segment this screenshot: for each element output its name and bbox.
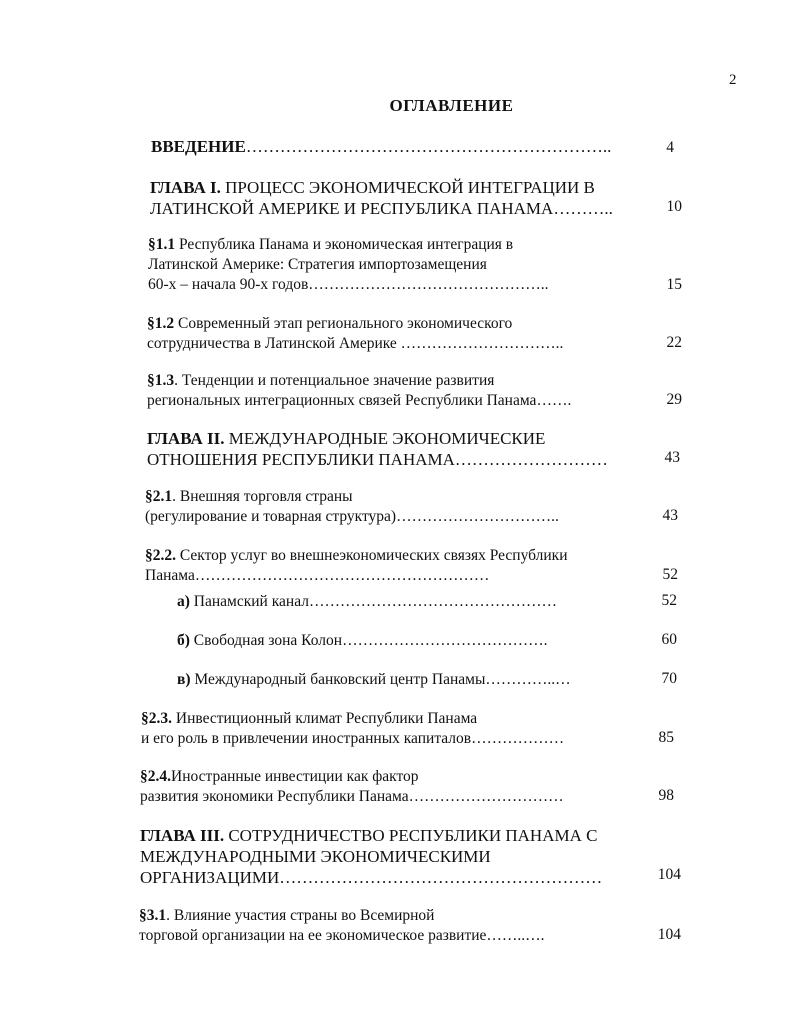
toc-entry-introduction bbox=[151, 136, 611, 157]
entry-label: §1.3 bbox=[147, 372, 175, 389]
entry-text: ОТНОШЕНИЯ РЕСПУБЛИКИ ПАНАМА……………………… bbox=[147, 450, 608, 469]
toc-entry-section-1-2 bbox=[147, 314, 563, 354]
toc-page-number: 4 bbox=[666, 139, 674, 156]
entry-text: . Влияние участия страны во Всемирной bbox=[166, 907, 435, 924]
entry-text: Инвестиционный климат Республики Панама bbox=[172, 710, 478, 727]
entry-text: торговой организации на ее экономическое развитие……..…. bbox=[139, 927, 545, 944]
entry-text: 60-х – начала 90-х годов……………………………………….. bbox=[148, 276, 549, 293]
entry-text: . Внешняя торговля страны bbox=[172, 488, 353, 505]
entry-label: в) bbox=[177, 671, 191, 688]
toc-page-number: 98 bbox=[658, 787, 674, 804]
toc-entry-subsection-v bbox=[177, 670, 571, 690]
entry-label: §1.2 bbox=[147, 315, 175, 332]
entry-text: и его роль в привлечении иностранных капиталов……………… bbox=[141, 730, 565, 747]
entry-label: а) bbox=[177, 593, 190, 610]
entry-text: ЛАТИНСКОЙ АМЕРИКЕ И РЕСПУБЛИКА ПАНАМА……….. bbox=[150, 199, 613, 218]
entry-text: ……………………………………………………….. bbox=[245, 137, 612, 156]
toc-entry-section-2-2 bbox=[145, 546, 568, 586]
entry-label: б) bbox=[177, 632, 190, 649]
entry-text: ПРОЦЕСС ЭКОНОМИЧЕСКОЙ ИНТЕГРАЦИИ В bbox=[220, 178, 595, 197]
entry-text: сотрудничества в Латинской Америке ………………………….. bbox=[147, 335, 564, 352]
entry-text: Панама………………………………………………… bbox=[145, 567, 490, 584]
entry-label: ГЛАВА II. bbox=[147, 429, 225, 448]
toc-page-number: 104 bbox=[657, 926, 681, 943]
entry-label: ВВЕДЕНИЕ bbox=[151, 137, 246, 156]
entry-text: Республика Панама и экономическая интеграция в bbox=[175, 236, 514, 253]
toc-page-number: 22 bbox=[666, 334, 682, 351]
toc-entry-chapter-1 bbox=[150, 177, 613, 219]
entry-text: Современный этап регионального экономического bbox=[174, 315, 513, 332]
entry-text: Международный банковский центр Панамы…………..… bbox=[190, 671, 571, 688]
toc-entry-subsection-b bbox=[177, 631, 547, 651]
entry-text: Сектор услуг во внешнеэкономических связях Республики bbox=[176, 547, 568, 564]
entry-label: §2.4. bbox=[140, 768, 171, 785]
entry-text: Панамский канал………………………………………… bbox=[189, 593, 557, 610]
toc-page-number: 43 bbox=[662, 507, 678, 524]
page-title: ОГЛАВЛЕНИЕ bbox=[389, 96, 514, 115]
entry-text: МЕЖДУНАРОДНЫЕ ЭКОНОМИЧЕСКИЕ bbox=[224, 429, 546, 448]
entry-text: Иностранные инвестиции как фактор bbox=[171, 768, 419, 785]
toc-page-number: 70 bbox=[661, 670, 677, 687]
entry-label: §3.1 bbox=[139, 907, 167, 924]
entry-text: Свободная зона Колон…………………………………. bbox=[189, 632, 548, 649]
entry-label: §2.2. bbox=[145, 547, 176, 564]
toc-entry-chapter-2 bbox=[147, 428, 608, 470]
toc-entry-subsection-a bbox=[177, 592, 557, 612]
toc-page-number: 29 bbox=[666, 391, 682, 408]
entry-label: ГЛАВА III. bbox=[140, 826, 225, 845]
entry-label: §2.3. bbox=[141, 710, 172, 727]
entry-text: (регулирование и товарная структура)………………………….. bbox=[145, 508, 559, 525]
toc-entry-section-3-1 bbox=[139, 906, 545, 946]
toc-page-number: 52 bbox=[661, 592, 677, 609]
toc-page-number: 10 bbox=[666, 198, 682, 215]
toc-entry-chapter-3 bbox=[140, 825, 602, 888]
toc-entry-section-2-4 bbox=[140, 767, 564, 807]
toc-page-number: 15 bbox=[666, 276, 682, 293]
toc-entry-section-2-1 bbox=[145, 487, 559, 527]
entry-label: §1.1 bbox=[148, 236, 176, 253]
toc-page-number: 43 bbox=[664, 449, 680, 466]
entry-text: . Тенденции и потенциальное значение развития bbox=[174, 372, 495, 389]
entry-text: Латинской Америке: Стратегия импортозамещения bbox=[148, 256, 487, 273]
page-number: 2 bbox=[729, 72, 737, 88]
entry-text: СОТРУДНИЧЕСТВО РЕСПУБЛИКИ ПАНАМА С bbox=[224, 826, 598, 845]
entry-label: ГЛАВА I. bbox=[150, 178, 221, 197]
toc-page-number: 52 bbox=[662, 566, 678, 583]
entry-text: ОРГАНИЗАЦИМИ………………………………………………… bbox=[140, 868, 603, 887]
entry-text: развития экономики Республики Панама………………………… bbox=[140, 788, 564, 805]
toc-page-number: 85 bbox=[658, 729, 674, 746]
entry-text: региональных интеграционных связей Республики Панама……. bbox=[147, 392, 572, 409]
toc-entry-section-2-3 bbox=[141, 709, 564, 749]
entry-text: МЕЖДУНАРОДНЫМИ ЭКОНОМИЧЕСКИМИ bbox=[140, 847, 491, 866]
entry-label: §2.1 bbox=[145, 488, 173, 505]
toc-page-number: 104 bbox=[657, 866, 681, 883]
toc-entry-section-1-1 bbox=[148, 235, 549, 295]
toc-entry-section-1-3 bbox=[147, 371, 571, 411]
toc-page-number: 60 bbox=[661, 631, 677, 648]
